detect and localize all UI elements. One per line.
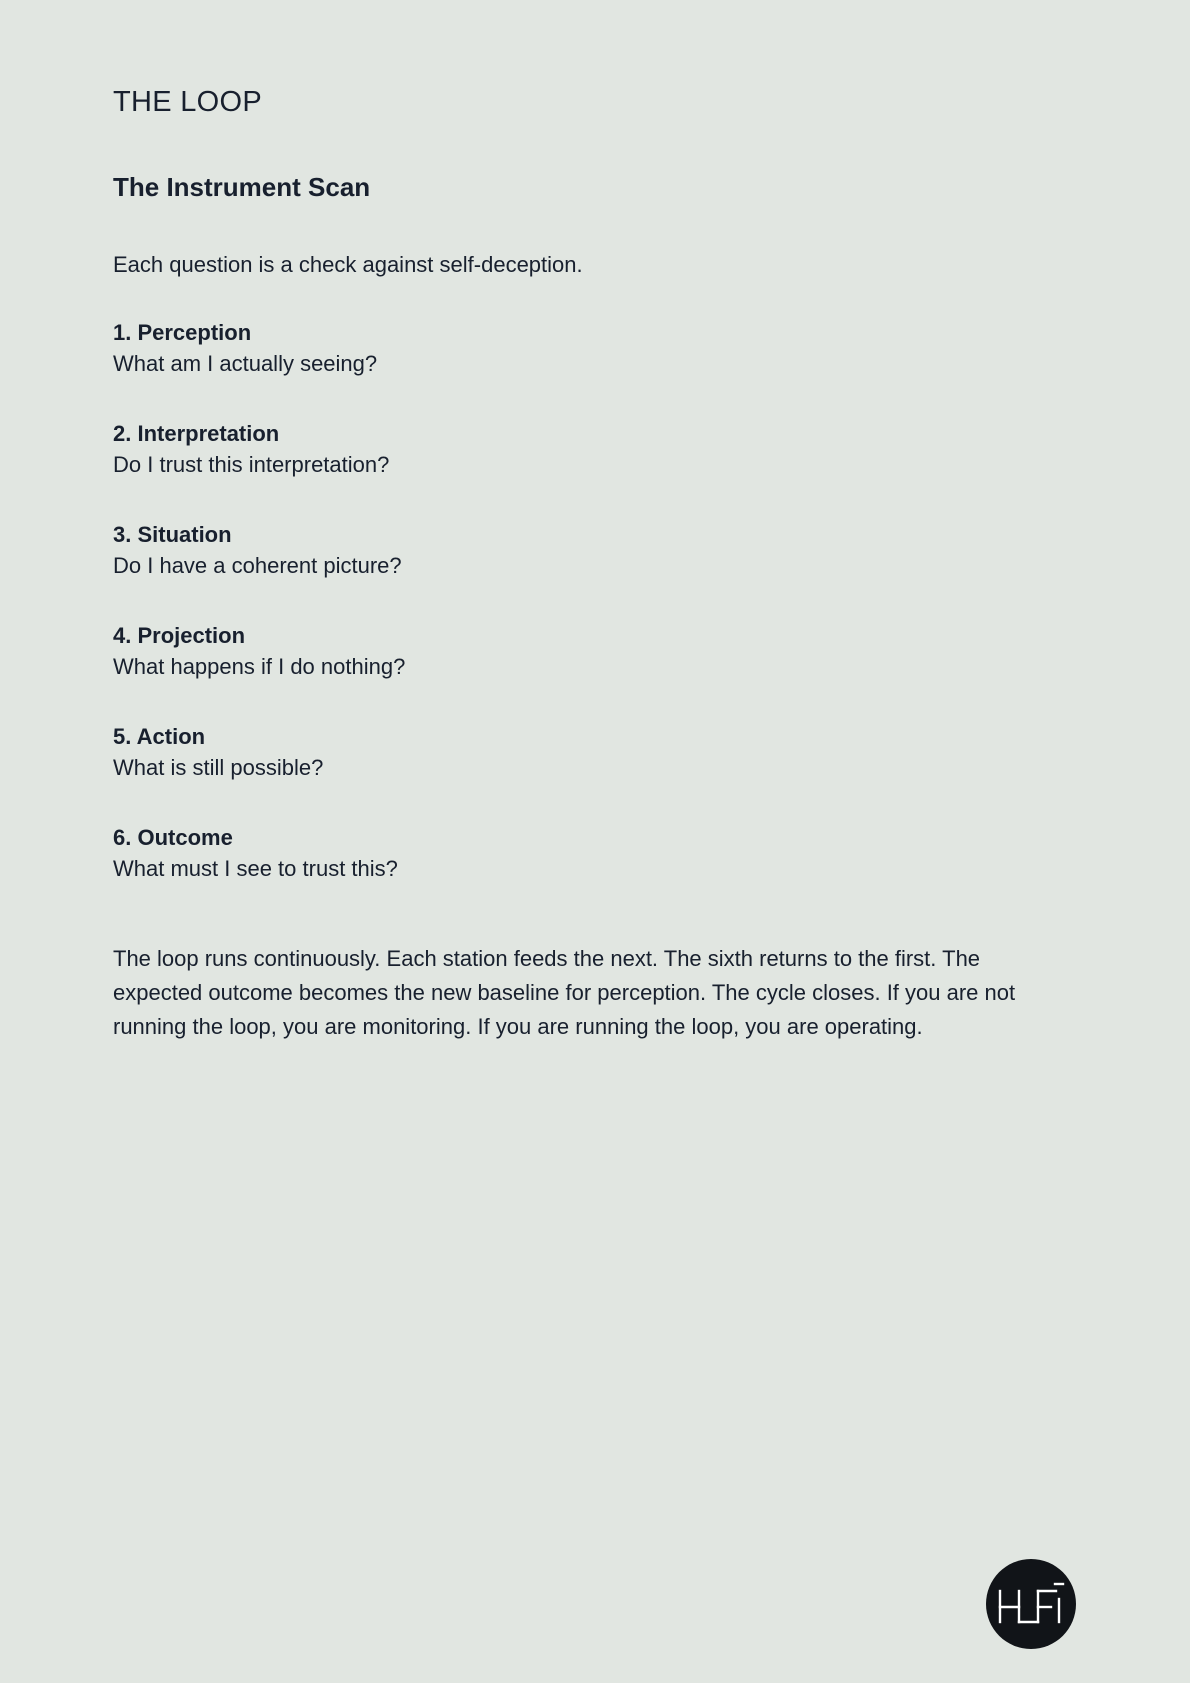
logo-mark (986, 1559, 1076, 1649)
brand-logo-icon (986, 1559, 1076, 1649)
step-list (113, 318, 405, 924)
document-title: THE LOOP (113, 86, 263, 118)
section-title: The Instrument Scan (113, 172, 371, 202)
step-question: What is still possible? (113, 755, 324, 780)
step-question: Do I have a coherent picture? (113, 553, 402, 578)
step-item-perception (113, 318, 405, 419)
step-item-projection (113, 621, 405, 722)
step-question: What must I see to trust this? (113, 856, 398, 881)
step-question: What happens if I do nothing? (113, 654, 406, 679)
closing-paragraph: The loop runs continuously. Each station feeds the next. The sixth returns to the first. The expected outcome becomes the new baseline for perception. The cycle closes. If you are not running the loop, you are monitoring. If you are running the loop, you are operating. (113, 946, 1016, 1039)
step-title: 6. Outcome (113, 825, 233, 850)
step-item-action (113, 722, 405, 823)
step-title: 3. Situation (113, 522, 232, 547)
intro-text: Each question is a check against self-deception. (113, 252, 583, 277)
step-item-outcome (113, 823, 405, 924)
step-title: 1. Perception (113, 320, 252, 345)
step-title: 2. Interpretation (113, 421, 280, 446)
step-item-situation (113, 520, 405, 621)
step-title: 4. Projection (113, 623, 246, 648)
step-item-interpretation (113, 419, 405, 520)
step-question: Do I trust this interpretation? (113, 452, 390, 477)
step-question: What am I actually seeing? (113, 351, 378, 376)
step-title: 5. Action (113, 724, 206, 749)
